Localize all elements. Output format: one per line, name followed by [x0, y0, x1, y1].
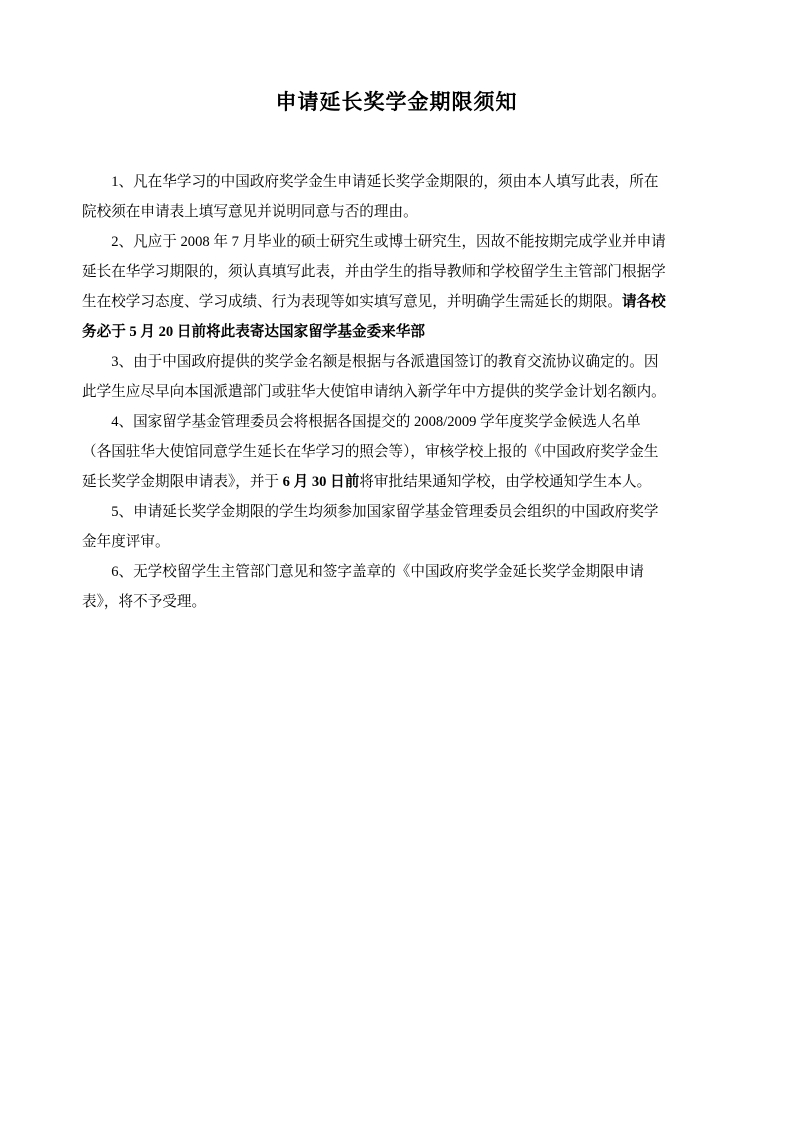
- paragraph-item-4: [82, 407, 711, 437]
- document-body: [82, 167, 711, 617]
- text-run: 2、凡应于 2008 年 7 月毕业的硕士研究生或博士研究生，因故不能按期完成学业并申请: [111, 234, 666, 251]
- text-run: 生在校学习态度、学习成绩、行为表现等如实填写意见，并明确学生需延长的期限。: [82, 294, 622, 311]
- page-title: 申请延长奖学金期限须知: [275, 90, 518, 114]
- paragraph-item-2-cont-3: [82, 317, 711, 347]
- paragraph-item-5-cont: [82, 527, 711, 557]
- text-run: 表》，将不予受理。: [82, 594, 207, 611]
- text-run: 院校须在申请表上填写意见并说明同意与否的理由。: [82, 204, 418, 221]
- text-run: 此学生应尽早向本国派遣部门或驻华大使馆申请纳入新学年中方提供的奖学金计划名额内。: [82, 384, 666, 401]
- text-run: （各国驻华大使馆同意学生延长在华学习的照会等），审核学校上报的《中国政府奖学金生: [82, 444, 659, 461]
- paragraph-item-3-cont: [82, 377, 711, 407]
- paragraph-item-6-cont: [82, 587, 711, 617]
- paragraph-item-2-cont-2: [82, 287, 711, 317]
- paragraph-item-4-cont-2: [82, 467, 711, 497]
- text-run: 延长奖学金期限申请表》，并于: [82, 474, 283, 491]
- paragraph-item-2-cont-1: [82, 257, 711, 287]
- text-run: 4、国家留学基金管理委员会将根据各国提交的 2008/2009 学年度奖学金候选人名单: [111, 414, 641, 431]
- paragraph-item-1: [82, 167, 711, 197]
- paragraph-item-5: [82, 497, 711, 527]
- text-run: 3、由于中国政府提供的奖学金名额是根据与各派遣国签订的教育交流协议确定的。因: [111, 354, 659, 371]
- text-run: 金年度评审。: [82, 534, 170, 551]
- paragraph-item-2: [82, 227, 711, 257]
- text-run: 将审批结果通知学校，由学校通知学生本人。: [359, 474, 652, 491]
- text-run: 5、申请延长奖学金期限的学生均须参加国家留学基金管理委员会组织的中国政府奖学: [111, 504, 659, 521]
- text-run: 1、凡在华学习的中国政府奖学金生申请延长奖学金期限的，须由本人填写此表，所在: [111, 174, 659, 191]
- text-run: 延长在华学习期限的，须认真填写此表，并由学生的指导教师和学校留学生主管部门根据学: [82, 264, 666, 281]
- paragraph-item-3: [82, 347, 711, 377]
- paragraph-item-4-cont-1: [82, 437, 711, 467]
- paragraph-item-6: [82, 557, 711, 587]
- paragraph-item-1-cont: [82, 197, 711, 227]
- text-run: 务必于 5 月 20 日前将此表寄达国家留学基金委来华部: [82, 324, 425, 341]
- text-run: 6 月 30 日前: [282, 474, 360, 491]
- text-run: 请各校: [621, 294, 666, 311]
- text-run: 6、无学校留学生主管部门意见和签字盖章的《中国政府奖学金延长奖学金期限申请: [111, 564, 644, 581]
